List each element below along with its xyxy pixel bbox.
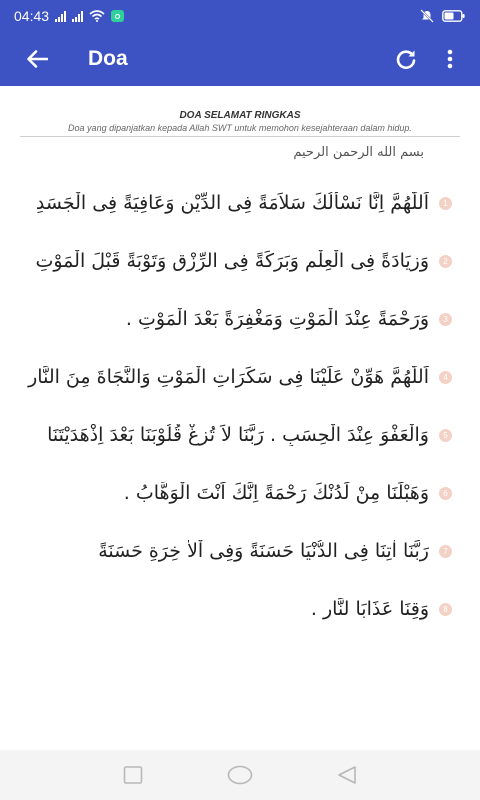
doa-subheading: Doa yang dipanjatkan kepada Allah SWT untuk memohon kesejahteraan dalam hidup. (68, 123, 412, 133)
home-button[interactable] (220, 755, 260, 795)
verse-text: وَرَحْمَةً عِنْدَ الْمَوْتِ وَمَغْفِرَةً بَعْدَ الْمَوْتِ . (125, 308, 429, 330)
back-arrow-icon (26, 50, 48, 68)
wifi-icon (89, 10, 105, 22)
battery-icon (442, 10, 466, 22)
verse-text: اَللّٰهُمَّ اِنَّا نَسْأَلُكَ سَلاَمَةً فِى الدِّيْنِ وَعَافِيَةً فِى الْجَسَدِ (35, 192, 429, 214)
verse-text: وَزِيَادَةً فِى الْعِلْمِ وَبَرَكَةً فِى الرِّزْقِ وَتَوْبَةً قَبْلَ الْمَوْتِ (35, 250, 429, 272)
verse-text: وَهَبْلَنَا مِنْ لَدُنْكَ رَحْمَةً اِنَّكَ اَنْتَ الْوَهَّابُ . (123, 482, 429, 504)
verse-list (0, 174, 480, 638)
verse-number-badge: 5 (439, 429, 452, 442)
square-icon (123, 766, 143, 784)
verse-text: وَقِنَا عَذَابَا لنَّارِ . (310, 598, 429, 620)
status-time: 04:43 (14, 8, 50, 24)
verse-number-badge: 3 (439, 313, 452, 326)
verse-number-badge: 7 (439, 545, 452, 558)
status-bar (0, 0, 480, 32)
app-bar (0, 32, 480, 86)
verse-row (0, 348, 480, 406)
verse-number-badge: 6 (439, 487, 452, 500)
system-back-button[interactable] (327, 755, 367, 795)
verse-text: اَللّٰهُمَّ هَوِّنْ عَلَيْنَا فِى سَكَرَاتِ الْمَوْتِ وَالنَّجَاةَ مِنَ النَّارِ (28, 366, 429, 388)
doa-heading: DOA SELAMAT RINGKAS (179, 110, 301, 121)
status-right (420, 9, 466, 23)
refresh-icon (395, 48, 417, 70)
verse-number-badge: 4 (439, 371, 452, 384)
triangle-back-icon (337, 765, 357, 785)
verse-text: رَبَّنَا اٰتِنَا فِى الدُّنْيَا حَسَنَةً وَفِى اْلاٰ خِرَةِ حَسَنَةً (98, 540, 429, 562)
system-nav-bar (0, 750, 480, 800)
signal-icon (55, 11, 66, 22)
notification-app-icon (111, 10, 124, 22)
verse-row (0, 290, 480, 348)
verse-number-badge: 1 (439, 197, 452, 210)
more-vert-icon (447, 49, 453, 69)
status-left (14, 8, 124, 24)
divider (20, 136, 460, 137)
more-options-button[interactable] (428, 32, 472, 86)
mute-icon (420, 9, 434, 23)
verse-row (0, 232, 480, 290)
refresh-button[interactable] (384, 32, 428, 86)
verse-row (0, 580, 480, 638)
verse-number-badge: 2 (439, 255, 452, 268)
verse-number-badge: 8 (439, 603, 452, 616)
back-button[interactable] (8, 32, 66, 86)
recent-apps-button[interactable] (113, 755, 153, 795)
verse-row (0, 174, 480, 232)
verse-row (0, 464, 480, 522)
verse-text: وَالْعَفْوَ عِنْدَ الْحِسَبِ . رَبَّنَا لاَ تُزِغْ قُلُوْبَنَا بَعْدَ اِذْهَدَيْتَنَا (47, 424, 429, 446)
verse-row (0, 522, 480, 580)
basmalah: بسم الله الرحمن الرحيم (293, 145, 424, 160)
doa-content (0, 86, 480, 750)
page-title: Doa (88, 47, 128, 70)
circle-icon (227, 765, 253, 785)
verse-row (0, 406, 480, 464)
signal-icon-2 (72, 11, 83, 22)
